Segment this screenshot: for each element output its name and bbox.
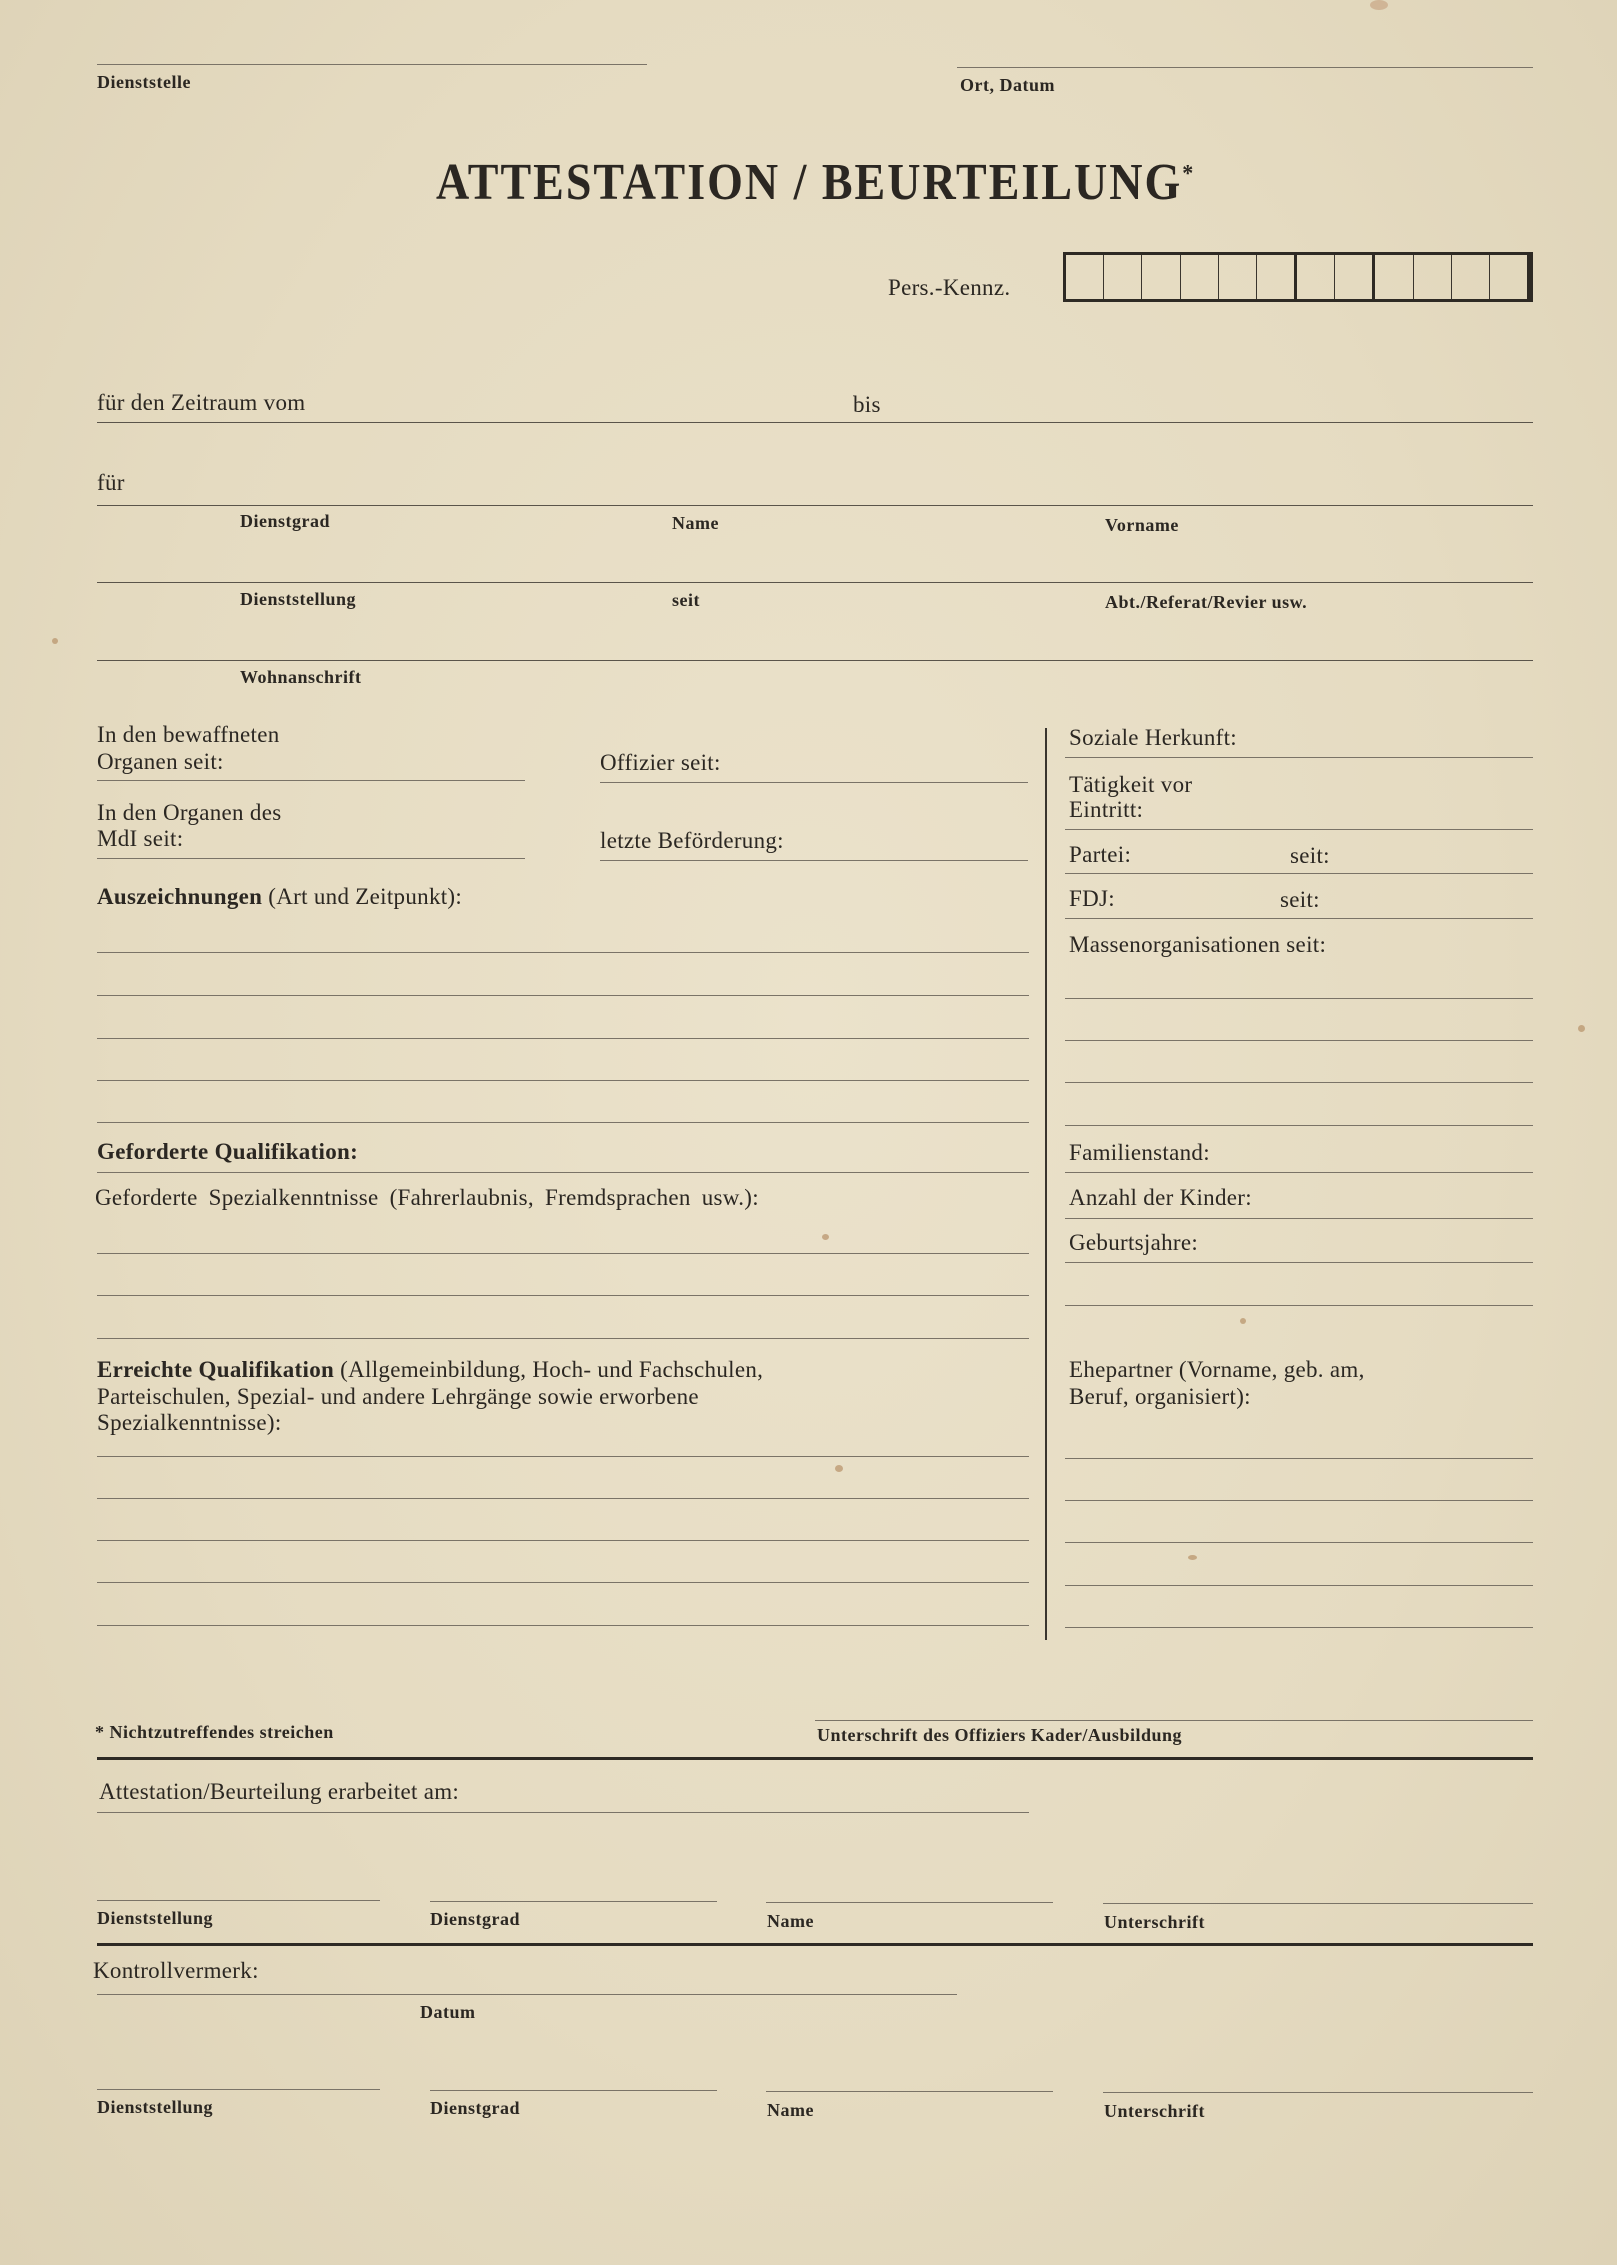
ehe-line-5[interactable] [1065,1627,1533,1628]
bewaffnet-line[interactable] [97,780,525,781]
sig2-unterschrift-label: Unterschrift [1104,2101,1205,2121]
pers-kennz-boxes[interactable] [1063,252,1533,302]
offizier-label: Offizier seit: [600,750,721,775]
ehe-line-2[interactable] [1065,1500,1533,1501]
dienststelle-line[interactable] [97,64,647,65]
soziale-line[interactable] [1065,757,1533,758]
mdi-line[interactable] [97,858,525,859]
geburtsjahre-label: Geburtsjahre: [1069,1230,1199,1255]
sig1-name-line[interactable] [766,1902,1053,1903]
bewaffnet-label-1: In den bewaffneten [97,722,280,747]
paper-speck [822,1234,829,1240]
fdj-seit-label: seit: [1280,887,1320,912]
kontroll-datum-label: Datum [420,2002,476,2022]
ehe-line-4[interactable] [1065,1585,1533,1586]
ort-datum-line[interactable] [957,67,1533,68]
paper-speck [1240,1318,1246,1324]
zeitraum-bis-label: bis [853,392,881,417]
ehe-label-2: Beruf, organisiert): [1069,1384,1251,1409]
sig1-dienststellung-label: Dienststellung [97,1908,214,1928]
err-qual-line-1[interactable] [97,1456,1029,1457]
befoerderung-line[interactable] [600,860,1028,861]
geburtsjahre-line-1[interactable] [1065,1262,1533,1263]
name-label: Name [672,513,719,533]
section-separator-2 [97,1943,1533,1946]
pers-kennz-label: Pers.-Kennz. [888,275,1011,300]
sig2-dienstgrad-line[interactable] [430,2090,717,2091]
sig2-name-line[interactable] [766,2091,1053,2092]
gef-spezial-line-2[interactable] [97,1295,1029,1296]
sig2-name-label: Name [767,2100,814,2120]
taetigkeit-line[interactable] [1065,829,1533,830]
masse-line-4[interactable] [1065,1125,1533,1126]
partei-seit-label: seit: [1290,843,1330,868]
err-qual-line-4[interactable] [97,1582,1029,1583]
paper-speck [52,638,58,644]
sig2-dienststellung-label: Dienststellung [97,2097,214,2117]
gef-spezial-line-1[interactable] [97,1253,1029,1254]
err-qual-line-3[interactable] [97,1540,1029,1541]
person-line-1[interactable] [97,505,1533,506]
kontroll-label: Kontrollvermerk: [93,1958,259,1983]
mdi-label-2: MdI seit: [97,826,184,851]
sig1-unterschrift-label: Unterschrift [1104,1912,1205,1932]
sig2-dienstgrad-label: Dienstgrad [430,2098,520,2118]
person-line-2[interactable] [97,582,1533,583]
wohnanschrift-label: Wohnanschrift [240,667,362,687]
masse-line-2[interactable] [1065,1040,1533,1041]
sig1-name-label: Name [767,1911,814,1931]
geburtsjahre-line-2[interactable] [1065,1305,1533,1306]
partei-label: Partei: [1069,842,1132,867]
ehe-line-3[interactable] [1065,1542,1533,1543]
fuer-label: für [97,470,125,495]
paper-speck [1578,1025,1585,1032]
dienststelle-label: Dienststelle [97,72,191,92]
zeitraum-line[interactable] [97,422,1533,423]
partei-line[interactable] [1065,873,1533,874]
masse-line-1[interactable] [1065,998,1533,999]
erarbeitet-line[interactable] [97,1812,1029,1813]
auszeichnungen-label: Auszeichnungen (Art und Zeitpunkt): [97,884,463,909]
familienstand-label: Familienstand: [1069,1140,1210,1165]
taetigkeit-label-2: Eintritt: [1069,797,1144,822]
err-qual-label-1: Erreichte Qualifikation (Allgemeinbildung, Hoch- und Fachschulen, [97,1357,764,1382]
sig2-unterschrift-line[interactable] [1103,2092,1533,2093]
sig1-unterschrift-line[interactable] [1103,1903,1533,1904]
err-qual-line-2[interactable] [97,1498,1029,1499]
auszeichnungen-line-5[interactable] [97,1122,1029,1123]
ehe-line-1[interactable] [1065,1458,1533,1459]
offizier-signature-label: Unterschrift des Offiziers Kader/Ausbildung [817,1725,1182,1745]
paper-speck [835,1465,843,1472]
err-qual-label-2: Parteischulen, Spezial- und andere Lehrgänge sowie erworbene [97,1384,699,1409]
auszeichnungen-line-2[interactable] [97,995,1029,996]
taetigkeit-label-1: Tätigkeit vor [1069,772,1193,797]
ort-datum-label: Ort, Datum [960,75,1055,95]
kinder-label: Anzahl der Kinder: [1069,1185,1252,1210]
person-line-3[interactable] [97,660,1533,661]
ehe-label-1: Ehepartner (Vorname, geb. am, [1069,1357,1365,1382]
paper-stain [1370,0,1388,10]
bewaffnet-label-2: Organen seit: [97,749,224,774]
err-qual-label-3: Spezialkenntnisse): [97,1410,282,1435]
familienstand-line[interactable] [1065,1172,1533,1173]
gef-qual-label: Geforderte Qualifikation: [97,1139,359,1164]
erarbeitet-label: Attestation/Beurteilung erarbeitet am: [99,1779,460,1804]
column-divider [1045,728,1047,1640]
masse-label: Massenorganisationen seit: [1069,932,1327,957]
sig1-dienststellung-line[interactable] [97,1900,380,1901]
seit-label: seit [672,590,700,610]
befoerderung-label: letzte Beförderung: [600,828,784,853]
page-title: ATTESTATION / BEURTEILUNG* [436,153,1196,211]
auszeichnungen-line-1[interactable] [97,952,1029,953]
fdj-line[interactable] [1065,918,1533,919]
offizier-signature-line[interactable] [815,1720,1533,1721]
vorname-label: Vorname [1105,515,1179,535]
dienststellung-label: Dienststellung [240,589,357,609]
kinder-line[interactable] [1065,1218,1533,1219]
footnote: * Nichtzutreffendes streichen [95,1722,334,1742]
section-separator-1 [97,1757,1533,1760]
soziale-label: Soziale Herkunft: [1069,725,1237,750]
sig2-dienststellung-line[interactable] [97,2089,380,2090]
mdi-label-1: In den Organen des [97,800,282,825]
sig1-dienstgrad-label: Dienstgrad [430,1909,520,1929]
kontroll-line[interactable] [97,1994,957,1995]
auszeichnungen-line-4[interactable] [97,1080,1029,1081]
sig1-dienstgrad-line[interactable] [430,1901,717,1902]
gef-spezial-label: Geforderte Spezialkenntnisse (Fahrerlaubnis, Fremdsprachen usw.): [95,1185,759,1210]
zeitraum-vom-label: für den Zeitraum vom [97,390,306,415]
auszeichnungen-line-3[interactable] [97,1038,1029,1039]
gef-spezial-line-3[interactable] [97,1338,1029,1339]
dienstgrad-label: Dienstgrad [240,511,330,531]
abteilung-label: Abt./Referat/Revier usw. [1105,592,1308,612]
masse-line-3[interactable] [1065,1082,1533,1083]
paper-speck [1188,1555,1197,1560]
fdj-label: FDJ: [1069,886,1115,911]
gef-qual-line[interactable] [97,1172,1029,1173]
offizier-line[interactable] [600,782,1028,783]
err-qual-line-5[interactable] [97,1625,1029,1626]
